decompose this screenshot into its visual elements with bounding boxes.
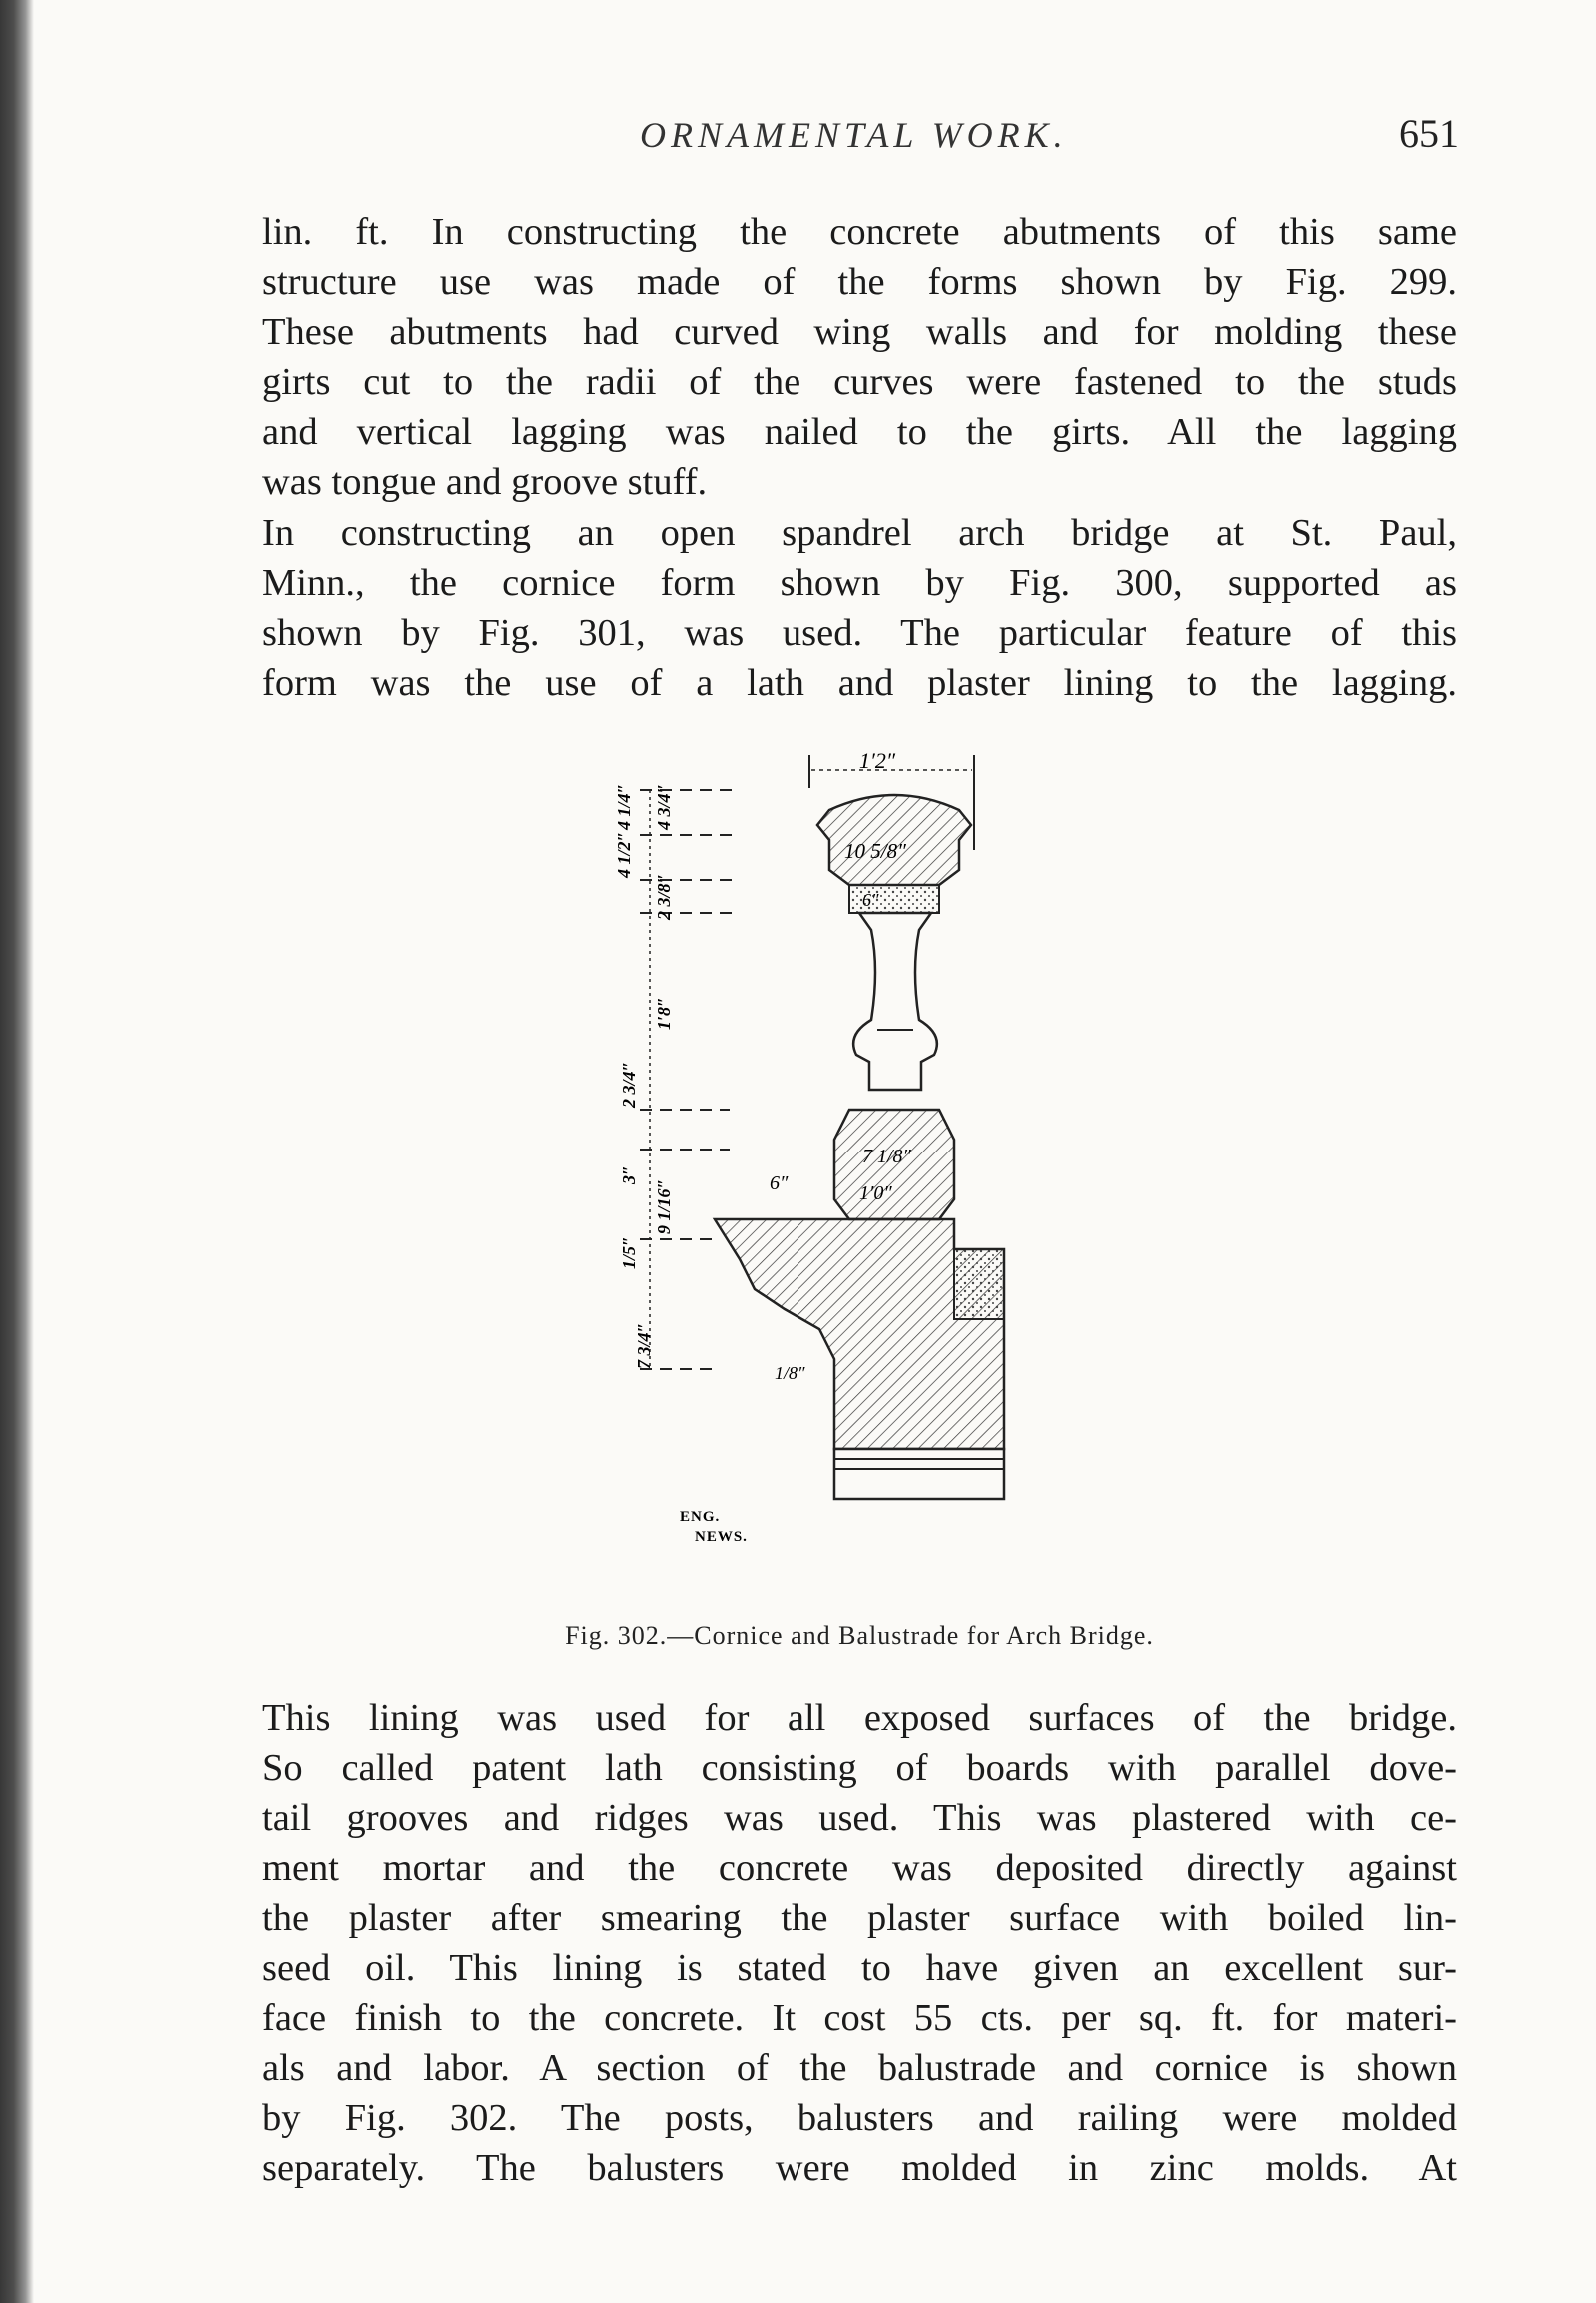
dim-h2: 4 1/2″ bbox=[614, 831, 634, 878]
dim-h6: 2 3/4″ bbox=[619, 1061, 639, 1108]
page-number: 651 bbox=[1399, 111, 1459, 156]
base-slab bbox=[834, 1449, 1004, 1499]
dim-h10: 7 3/4″ bbox=[634, 1322, 654, 1369]
cornice-balustrade-drawing bbox=[614, 730, 1039, 1599]
figure-caption: Fig. 302.—Cornice and Balustrade for Arch Bridge. bbox=[565, 1621, 1154, 1650]
dim-h7: 3″ bbox=[619, 1165, 639, 1184]
text-line: structure use was made of the forms shown by Fig. 299. bbox=[262, 261, 1457, 303]
dim-post-width-a: 7 1/8″ bbox=[862, 1146, 911, 1167]
cornice-block bbox=[954, 1249, 1004, 1319]
text-line: tail grooves and ridges was used. This was plastered with ce- bbox=[262, 1797, 1457, 1839]
text-line: was tongue and groove stuff. bbox=[262, 461, 708, 503]
dim-h4: 2 3/8″ bbox=[654, 873, 674, 920]
dim-top-width: 1′2″ bbox=[859, 748, 895, 773]
dim-neck-width: 6″ bbox=[862, 890, 879, 910]
text-line: Minn., the cornice form shown by Fig. 300, supported as bbox=[262, 562, 1457, 604]
running-title: ORNAMENTAL WORK. bbox=[640, 115, 1068, 155]
text-line: als and labor. A section of the balustrade and cornice is shown bbox=[262, 2047, 1457, 2089]
dim-h9: 1/5″ bbox=[619, 1236, 639, 1269]
text-line: girts cut to the radii of the curves were fastened to the studs bbox=[262, 361, 1457, 403]
baluster bbox=[853, 913, 937, 1090]
text-line: by Fig. 302. The posts, balusters and railing were molded bbox=[262, 2097, 1457, 2139]
dim-h8: 9 1/16″ bbox=[654, 1178, 674, 1234]
text-line: These abutments had curved wing walls and for molding these bbox=[262, 311, 1457, 353]
text-line: face finish to the concrete. It cost 55 cts. per sq. ft. for materi- bbox=[262, 1997, 1457, 2039]
text-line: the plaster after smearing the plaster surface with boiled lin- bbox=[262, 1897, 1457, 1939]
figure-credit-line1: ENG. bbox=[680, 1509, 721, 1525]
paragraph-3 bbox=[262, 1693, 1457, 2193]
text-line: shown by Fig. 301, was used. The particular feature of this bbox=[262, 612, 1457, 654]
text-line: separately. The balusters were molded in zinc molds. At bbox=[262, 2147, 1457, 2189]
figure-credit-line2: NEWS. bbox=[695, 1529, 748, 1545]
text-line: lin. ft. In constructing the concrete abutments of this same bbox=[262, 211, 1457, 253]
paragraph-1 bbox=[262, 207, 1457, 507]
dim-post-width-b: 1′0″ bbox=[859, 1182, 892, 1204]
text-line: So called patent lath consisting of boards with parallel dove- bbox=[262, 1747, 1457, 1789]
text-line: ment mortar and the concrete was deposited directly against bbox=[262, 1847, 1457, 1889]
dim-offset: 6″ bbox=[770, 1172, 789, 1194]
page-binding-shadow bbox=[0, 0, 34, 2303]
text-line: seed oil. This lining is stated to have given an excellent sur- bbox=[262, 1947, 1457, 1989]
dim-h5: 1′8″ bbox=[654, 996, 674, 1030]
figure-302 bbox=[614, 730, 1039, 1599]
dim-h1: 4 1/4″ bbox=[614, 783, 634, 830]
text-line: In constructing an open spandrel arch bridge at St. Paul, bbox=[262, 512, 1457, 554]
text-line: and vertical lagging was nailed to the girts. All the lagging bbox=[262, 411, 1457, 453]
dim-rail-width: 10 5/8″ bbox=[844, 839, 906, 863]
dim-h3: 4 3/4″ bbox=[654, 783, 674, 830]
text-line: This lining was used for all exposed surfaces of the bridge. bbox=[262, 1697, 1457, 1739]
dim-drip: 1/8″ bbox=[775, 1363, 805, 1383]
paragraph-2 bbox=[262, 508, 1457, 708]
page-header bbox=[260, 108, 1459, 168]
text-line: form was the use of a lath and plaster lining to the lagging. bbox=[262, 662, 1457, 704]
